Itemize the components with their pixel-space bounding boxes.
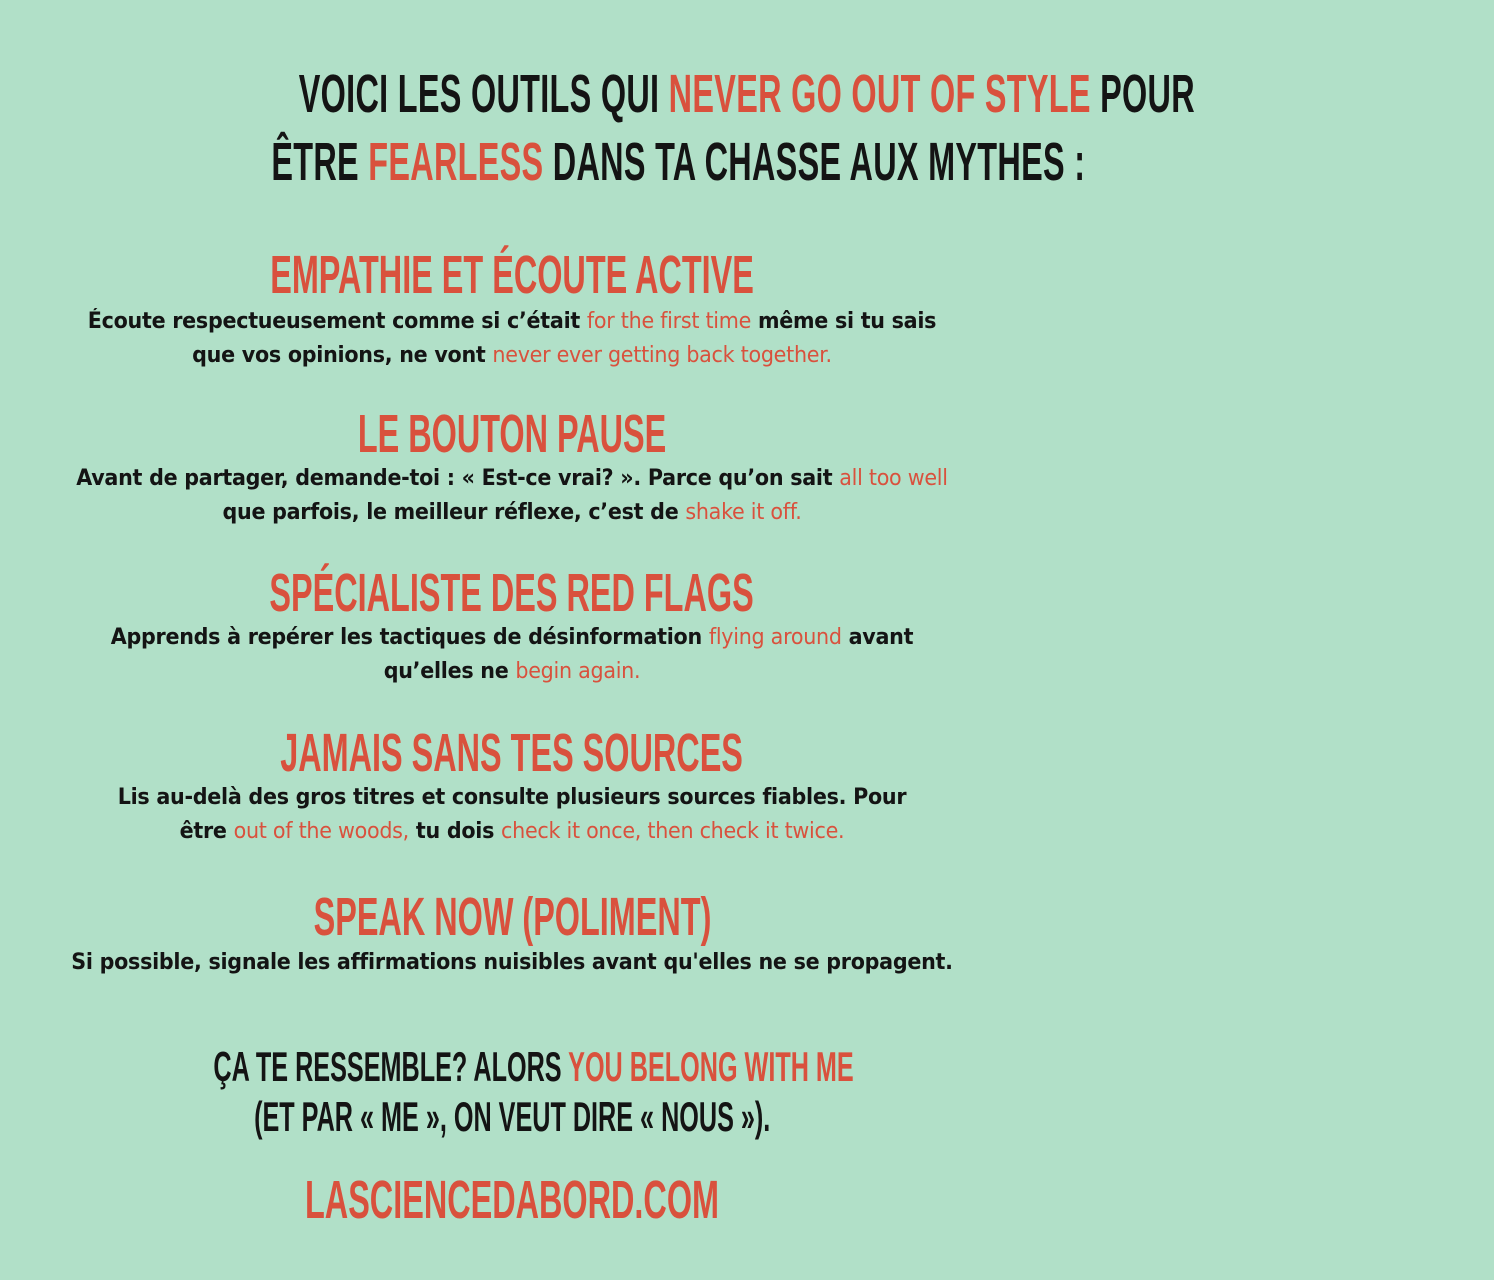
- cta-text: ÇA TE RESSEMBLE? ALORS: [213, 1043, 569, 1090]
- highlight-phrase: check it once, then check it twice.: [501, 819, 845, 844]
- title-text: POUR: [1090, 64, 1195, 124]
- cta-line-2: (ET PAR « ME », ON VEUT DIRE « NOUS »).: [253, 1093, 771, 1140]
- website-link[interactable]: LASCIENCEDABORD.COM: [304, 1170, 719, 1230]
- section-body-empathie-line-1: Écoute respectueusement comme si c’était for the first time même si tu sais: [87, 309, 937, 334]
- cta-highlight: YOU BELONG WITH ME: [568, 1043, 854, 1090]
- section-body-pause-line-1: Avant de partager, demande-toi : « Est-ce vrai? ». Parce qu’on sait all too well: [76, 466, 948, 491]
- highlight-phrase: flying around: [708, 625, 842, 650]
- highlight-phrase: for the first time: [586, 309, 752, 334]
- section-heading-pause: LE BOUTON PAUSE: [357, 404, 667, 464]
- section-body-red-flags-line-2: qu’elles ne begin again.: [383, 659, 641, 684]
- title-text: DANS TA CHASSE AUX MYTHES :: [543, 132, 1086, 192]
- highlight-phrase: begin again.: [515, 659, 641, 684]
- section-heading-empathie: EMPATHIE ET ÉCOUTE ACTIVE: [270, 245, 754, 305]
- section-body-sources-line-2: être out of the woods, tu dois check it once, then check it twice.: [179, 819, 845, 844]
- section-heading-speak-now: SPEAK NOW (POLIMENT): [313, 887, 711, 947]
- title-text: ÊTRE: [271, 132, 369, 192]
- highlight-phrase: all too well: [839, 466, 948, 491]
- highlight-phrase: out of the woods,: [233, 819, 409, 844]
- section-body-empathie-line-2: que vos opinions, ne vont never ever getting back together.: [192, 343, 832, 368]
- title-line-2: [0, 132, 1086, 192]
- highlight-phrase: never ever getting back together.: [492, 343, 832, 368]
- title-line-1: [0, 64, 1195, 124]
- section-heading-sources: JAMAIS SANS TES SOURCES: [280, 723, 744, 783]
- section-body-sources-line-1: Lis au-delà des gros titres et consulte plusieurs sources fiables. Pour: [117, 785, 907, 810]
- section-heading-red-flags: SPÉCIALISTE DES RED FLAGS: [269, 563, 755, 623]
- highlight-phrase: shake it off.: [685, 500, 802, 525]
- title-text: VOICI LES OUTILS QUI: [298, 64, 669, 124]
- title-highlight: NEVER GO OUT OF STYLE: [668, 64, 1091, 124]
- cta-line-1: [0, 1042, 1024, 1092]
- title-highlight: FEARLESS: [368, 132, 544, 192]
- section-body-pause-line-2: que parfois, le meilleur réflexe, c’est de shake it off.: [222, 500, 802, 525]
- section-body-red-flags-line-1: Apprends à repérer les tactiques de désinformation flying around avant: [110, 625, 914, 650]
- section-body-speak-now-line-1: Si possible, signale les affirmations nuisibles avant qu'elles ne se propagent.: [71, 950, 953, 975]
